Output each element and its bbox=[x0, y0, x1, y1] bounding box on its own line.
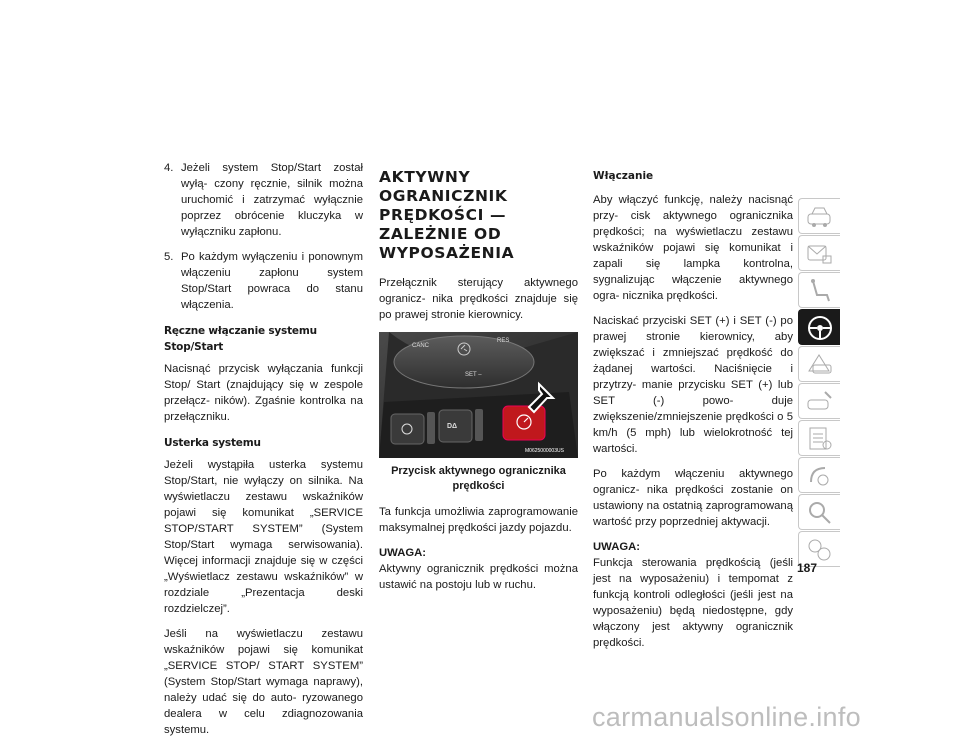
list-item bbox=[164, 160, 363, 240]
car-service-icon bbox=[805, 388, 835, 416]
tab-warning-car[interactable] bbox=[798, 346, 840, 382]
paragraph-fault-1: Jeżeli wystąpiła usterka systemu Stop/Start, nie wyłączy on silnika. Na wyświetlaczu zestawu wskaźników pojawi się komunikat „SERVICE STOP/START SYSTEM” (System Stop/Start wymaga serwisowania). Więcej informacji znajduje się w części „Wyświetlacz zestawu wskaźników” w rozdziale „Prezentacja deski rozdzielczej”. bbox=[164, 459, 363, 615]
paragraph-function: Ta funkcja umożliwia zaprogramowanie maksymalnej prędkości jazdy pojazdu. bbox=[379, 506, 578, 534]
car-info-icon bbox=[805, 203, 835, 231]
tab-car-service[interactable] bbox=[798, 383, 840, 419]
warning-car-icon bbox=[805, 351, 835, 379]
note-label: UWAGA: bbox=[593, 541, 641, 553]
tab-maintenance[interactable] bbox=[798, 420, 840, 456]
list-item bbox=[164, 249, 363, 313]
list-text: Po każdym wyłączeniu i ponownym włączeniu zapłonu system Stop/Start powraca do stanu włączenia. bbox=[181, 251, 363, 311]
multimedia-icon bbox=[805, 462, 835, 490]
search-index-icon bbox=[805, 499, 835, 527]
list-number: 5. bbox=[164, 251, 174, 263]
tab-car-info[interactable] bbox=[798, 198, 840, 234]
page-number: 187 bbox=[797, 561, 818, 575]
paragraph-enable-2: Naciskać przyciski SET (+) i SET (-) po prawej stronie kierownicy, aby zwiększać i zmniejszać prędkość do żądanej wartości. Naciśnięcie i przytrzy- manie przycisku SET (+) lub SET (-) powo- duje zwiększenie/zmniejszenie prędkości o 5 km/h (5 mph) lub wielokrotność tej wartości. bbox=[593, 315, 793, 455]
column-right bbox=[593, 168, 793, 660]
column-middle bbox=[379, 168, 578, 602]
note-text: Funkcja sterowania prędkością (jeśli jest na wyposażeniu) i tempomat z funkcją kontroli odległości (jeśli jest na wyposażeniu) będą niedostępne, gdy włączony jest aktywny ogranicznik prędkości. bbox=[593, 557, 793, 649]
res-label: RES bbox=[497, 338, 510, 344]
list-text: Jeżeli system Stop/Start został wyłą- czony ręcznie, silnik można uruchomić i zatrzymać wyłącznie poprzez obrócenie kluczyka w wyłączniku zapłonu. bbox=[181, 162, 363, 238]
maintenance-checklist-icon bbox=[805, 425, 835, 453]
paragraph-enable-1: Aby włączyć funkcję, należy nacisnąć przy- cisk aktywnego ogranicznika prędkości; na wyświetlaczu zestawu wskaźników pojawi się komunikat i zapali się lampka kontrolna, sygnalizując włączenie aktywnego ogra- nicznika prędkości. bbox=[593, 194, 793, 302]
language-icon bbox=[805, 536, 835, 564]
car-seat-icon bbox=[805, 277, 835, 305]
paragraph-manual: Nacisnąć przycisk wyłączania funkcji Stop/ Start (znajdujący się w zespole przełącz- ników). Zgaśnie kontrolka na przełączniku. bbox=[164, 363, 363, 423]
canc-label: CANC bbox=[412, 343, 430, 349]
section-heading-manual: Ręczne włączanie systemu Stop/Start bbox=[164, 325, 317, 353]
section-heading-enable: Włączanie bbox=[593, 170, 654, 182]
list-number: 4. bbox=[164, 162, 174, 174]
tab-multimedia[interactable] bbox=[798, 457, 840, 493]
note-label: UWAGA: bbox=[379, 547, 427, 559]
steering-switch-illustration bbox=[379, 332, 578, 458]
steering-wheel-icon bbox=[805, 314, 835, 342]
figure-caption: Przycisk aktywnego ogranicznika prędkości bbox=[391, 465, 566, 492]
section-heading-fault: Usterka systemu bbox=[164, 437, 261, 449]
paragraph-intro: Przełącznik sterujący aktywnego ogranicz- nika prędkości znajduje się po prawej stronie kierownicy. bbox=[379, 277, 578, 321]
tab-steering-wheel[interactable] bbox=[798, 309, 840, 345]
paragraph-enable-3: Po każdym włączeniu aktywnego ogranicz- nika prędkości zostanie on ustawiony na ostatnią zaprogramowaną wartość przy poprzedniej aktywacji. bbox=[593, 468, 793, 528]
column-left bbox=[164, 160, 363, 747]
car-lock-icon bbox=[805, 240, 835, 268]
tab-car-seat[interactable] bbox=[798, 272, 840, 308]
set-label: SET – bbox=[465, 372, 482, 378]
chapter-heading: AKTYWNY OGRANICZNIK PRĘDKOŚCI — ZALEŻNIE OD WYPOSAŻENIA bbox=[379, 168, 515, 262]
tab-car-lock[interactable] bbox=[798, 235, 840, 271]
svg-text:DΔ: DΔ bbox=[447, 423, 458, 430]
paragraph-fault-2: Jeśli na wyświetlaczu zestawu wskaźników pojawi się komunikat „SERVICE STOP/ START SYSTEM” (System Stop/Start wymaga naprawy), należy udać się do auto- ryzowanego dealera w celu zdiagnozowania systemu. bbox=[164, 628, 363, 736]
image-code: M0625000003US bbox=[525, 448, 564, 454]
note-text: Aktywny ogranicznik prędkości można ustawić na postoju lub w ruchu. bbox=[379, 563, 578, 591]
steering-switch-photo bbox=[379, 332, 578, 458]
tab-search-index[interactable] bbox=[798, 494, 840, 530]
watermark: carmanualsonline.info bbox=[592, 702, 861, 732]
